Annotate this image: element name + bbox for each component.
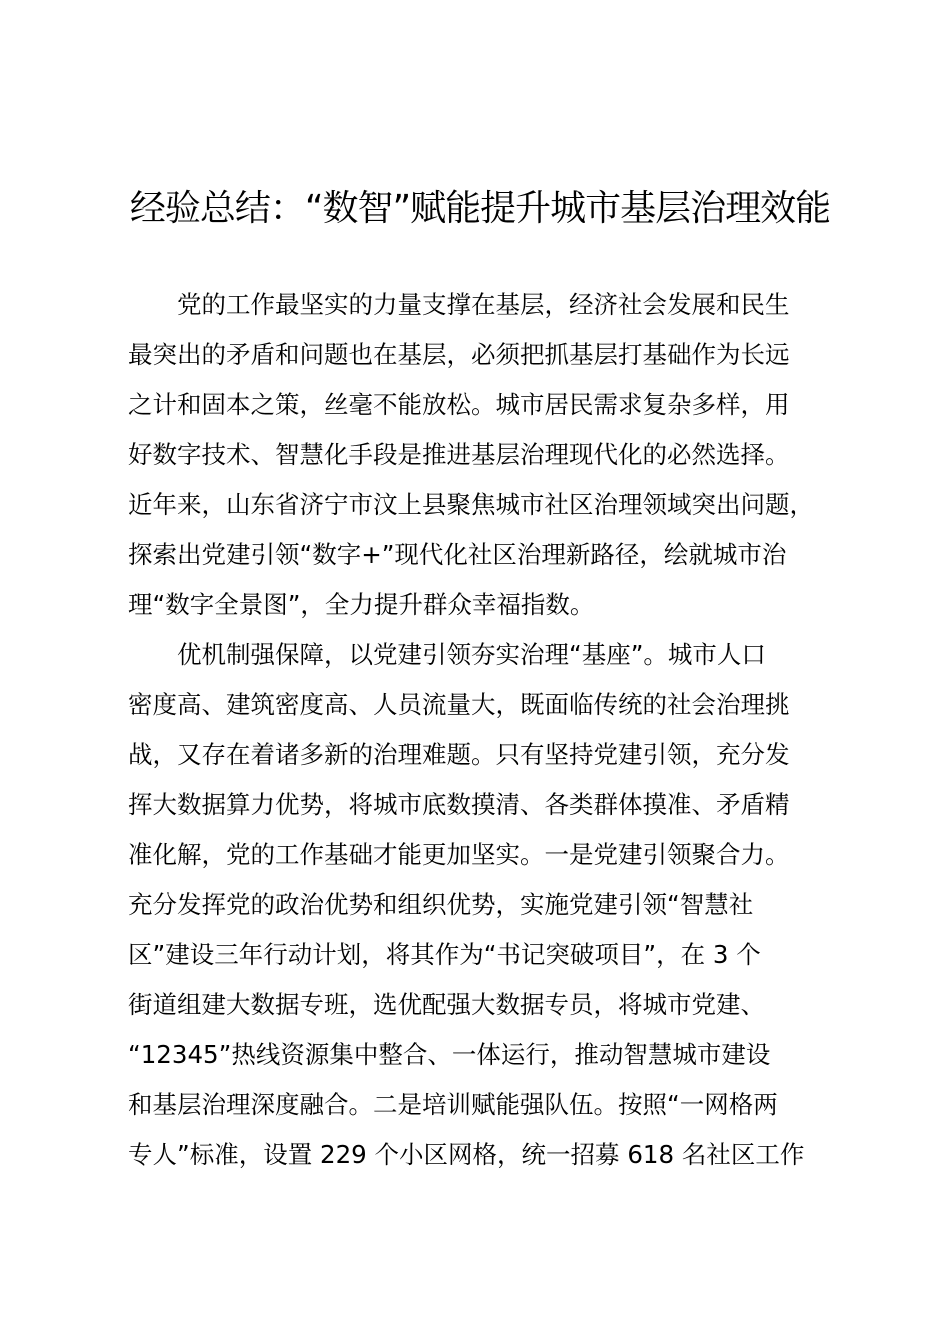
paragraph-2 xyxy=(128,630,833,1180)
paragraph-line: “12345”热线资源集中整合、一体运行，推动智慧城市建设 xyxy=(128,1040,771,1069)
paragraph-line: 挥大数据算力优势，将城市底数摸清、各类群体摸准、矛盾精 xyxy=(128,790,790,819)
paragraph-line: 优机制强保障，以党建引领夯实治理“基座”。城市人口 xyxy=(128,640,766,669)
document-title: 经验总结：“数智”赋能提升城市基层治理效能 xyxy=(129,188,831,229)
paragraph-line: 区”建设三年行动计划，将其作为“书记突破项目”，在 3 个 xyxy=(128,940,761,969)
paragraph-line: 之计和固本之策，丝毫不能放松。城市居民需求复杂多样，用 xyxy=(128,390,790,419)
paragraph-line: 理“数字全景图”，全力提升群众幸福指数。 xyxy=(128,590,595,619)
paragraph-line: 党的工作最坚实的力量支撑在基层，经济社会发展和民生 xyxy=(128,290,790,319)
paragraph-line: 近年来，山东省济宁市汶上县聚焦城市社区治理领域突出问题， xyxy=(128,490,814,519)
paragraph-line: 最突出的矛盾和问题也在基层，必须把抓基层打基础作为长远 xyxy=(128,340,790,369)
paragraph-line: 战，又存在着诸多新的治理难题。只有坚持党建引领，充分发 xyxy=(128,740,790,769)
paragraph-line: 街道组建大数据专班，选优配强大数据专员，将城市党建、 xyxy=(128,990,765,1019)
paragraph-line: 探索出党建引领“数字+”现代化社区治理新路径，绘就城市治 xyxy=(128,540,787,569)
paragraph-1 xyxy=(128,280,833,630)
paragraph-line: 和基层治理深度融合。二是培训赋能强队伍。按照“一网格两 xyxy=(128,1090,778,1119)
paragraph-line: 好数字技术、智慧化手段是推进基层治理现代化的必然选择。 xyxy=(128,440,790,469)
paragraph-line: 密度高、建筑密度高、人员流量大，既面临传统的社会治理挑 xyxy=(128,690,790,719)
paragraph-line: 专人”标准，设置 229 个小区网格，统一招募 618 名社区工作 xyxy=(128,1140,805,1169)
paragraph-line: 充分发挥党的政治优势和组织优势，实施党建引领“智慧社 xyxy=(128,890,754,919)
paragraph-line: 准化解，党的工作基础才能更加坚实。一是党建引领聚合力。 xyxy=(128,840,790,869)
